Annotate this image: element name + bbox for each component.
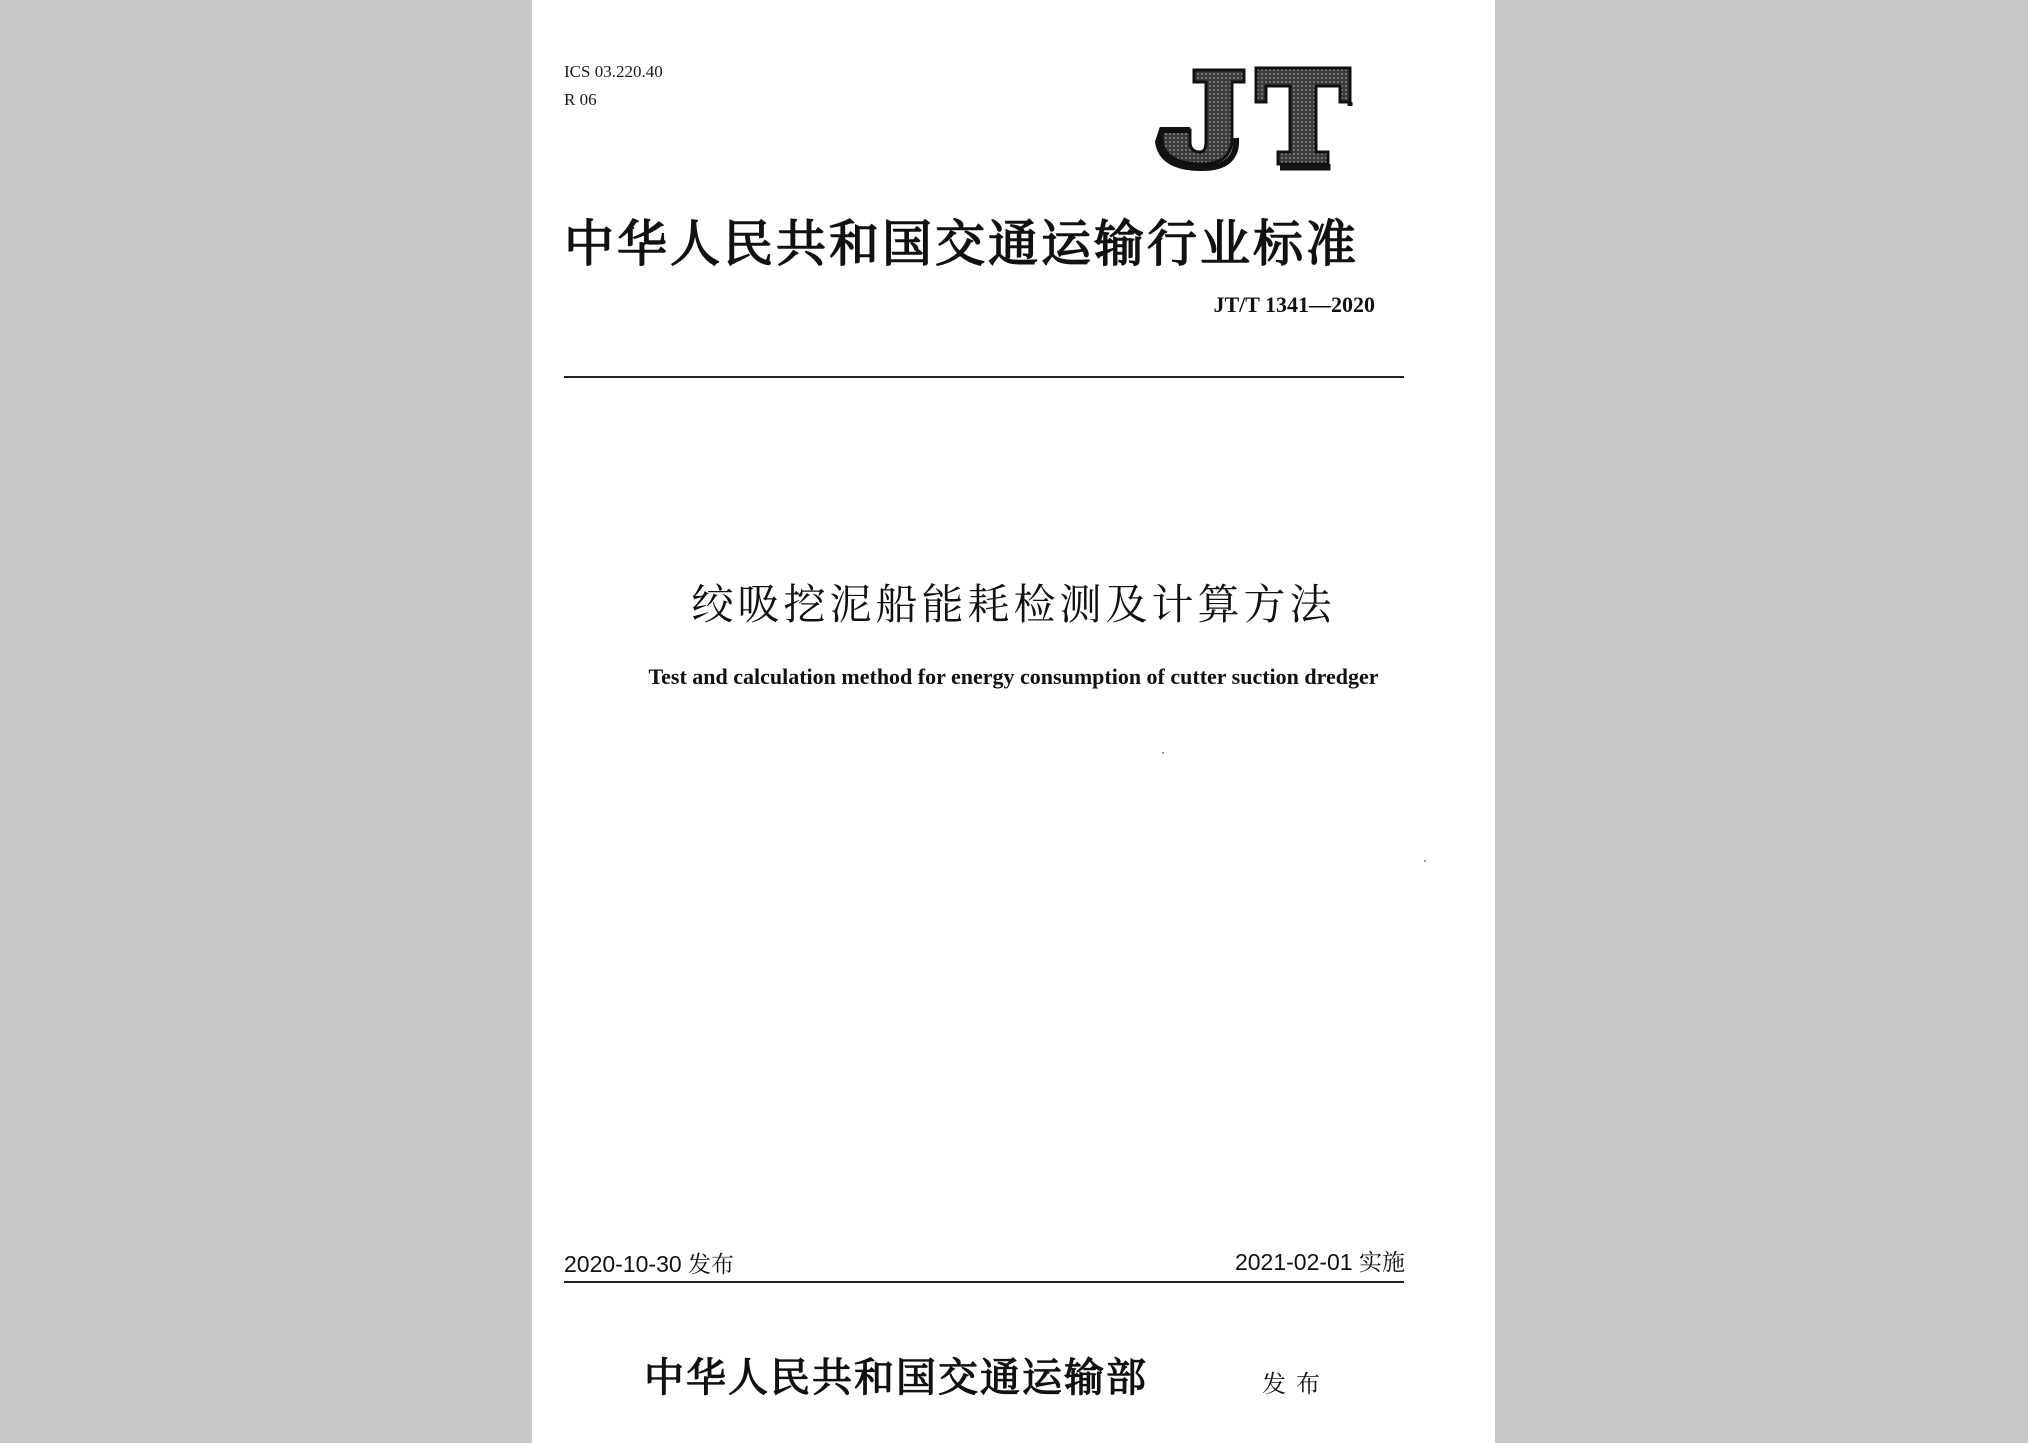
- issue-date: 2020-10-30 发布: [564, 1251, 735, 1277]
- class-code: R 06: [564, 90, 597, 109]
- document-page: [532, 0, 1495, 1443]
- logo-text: JT: [1144, 60, 1146, 61]
- logo-letter-j: [1158, 70, 1244, 168]
- ics-code: ICS 03.220.40: [564, 62, 663, 81]
- classification-codes: [564, 58, 663, 114]
- title-chinese: 绞吸挖泥船能耗检测及计算方法: [691, 580, 1336, 629]
- publisher-name: 中华人民共和国交通运输部: [644, 1355, 1148, 1401]
- scan-speck: [1424, 860, 1426, 862]
- implementation-date: 2021-02-01 实施: [1234, 1249, 1405, 1275]
- title-english: Test and calculation method for energy consumption of cutter suction dredger: [648, 664, 1379, 689]
- jt-logo: [1144, 60, 1359, 172]
- publish-label: 发布: [1262, 1370, 1330, 1398]
- bottom-divider: [564, 1281, 1404, 1283]
- standard-number: JT/T 1341—2020: [1213, 292, 1375, 317]
- top-divider: [564, 376, 1404, 378]
- scan-speck: [1162, 752, 1164, 754]
- org-standard-title: 中华人民共和国交通运输行业标准: [564, 215, 1359, 273]
- logo-letter-t: [1256, 68, 1350, 168]
